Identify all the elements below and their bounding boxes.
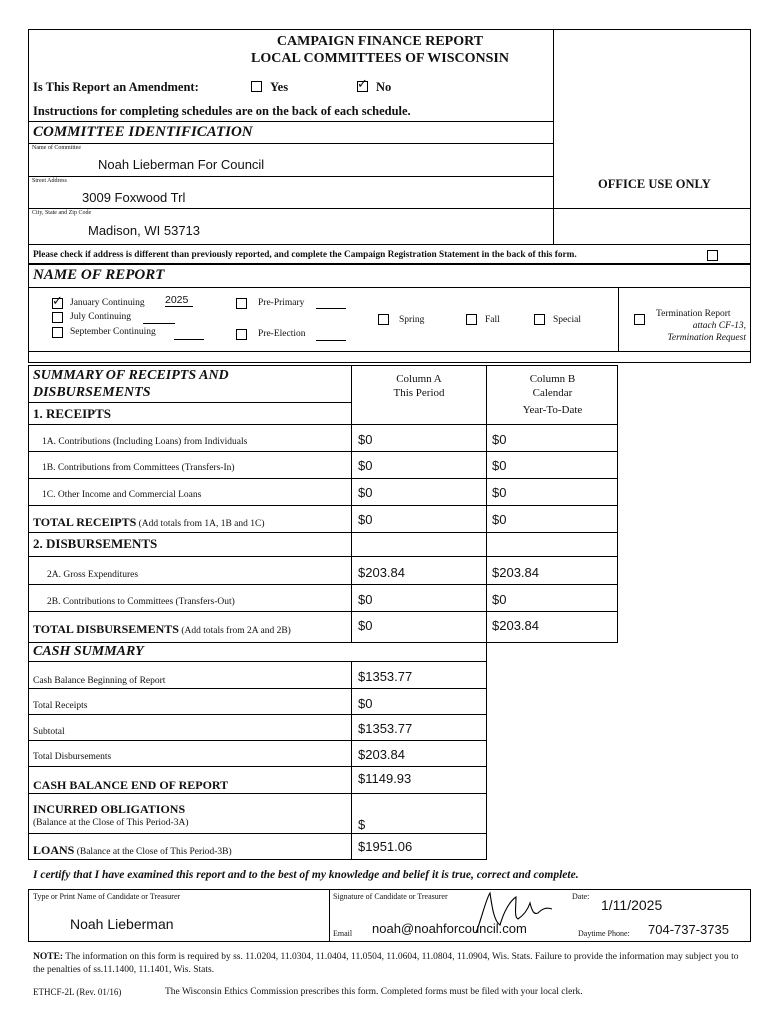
currency-sign: $ xyxy=(358,618,366,633)
row-1b-col-b[interactable] xyxy=(492,458,506,473)
report-name-title: NAME OF REPORT xyxy=(33,267,165,283)
special-label: Special xyxy=(553,315,581,325)
date-field[interactable]: 1/11/2025 xyxy=(601,897,663,913)
row-1b-label: 1B. Contributions from Committees (Transfers-In) xyxy=(42,463,235,473)
currency-sign: $ xyxy=(492,618,500,633)
row-2b-col-a[interactable] xyxy=(358,592,372,607)
address-notice: Please check if address is different than previously reported, and complete the Campaign Registration Statement in the back of this form. xyxy=(33,250,577,260)
rule-cash-begin xyxy=(28,688,487,689)
july-label: July Continuing xyxy=(70,312,131,322)
rule-cash-disb xyxy=(28,766,487,767)
termination-sub2: Termination Request xyxy=(667,333,746,343)
currency-sign: $ xyxy=(358,485,366,500)
street-field[interactable]: 3009 Foxwood Trl xyxy=(82,190,186,205)
rule-cash-end xyxy=(28,793,487,794)
rule-committee-top xyxy=(28,121,553,122)
currency-sign: $ xyxy=(358,565,366,580)
rule-cash-receipts xyxy=(28,714,487,715)
total-receipts-bold: TOTAL RECEIPTS xyxy=(33,515,137,529)
row-1a-col-a-value: 0 xyxy=(365,432,373,447)
cash-subtotal-value: 1353.77 xyxy=(365,721,413,736)
row-1b-col-a-value: 0 xyxy=(365,458,373,473)
rule-summary-title xyxy=(28,402,351,403)
pre-election-label: Pre-Election xyxy=(258,329,306,339)
amendment-no-label: No xyxy=(376,80,392,94)
incurred-label: INCURRED OBLIGATIONS xyxy=(33,802,186,816)
total-receipts-col-a[interactable] xyxy=(358,512,372,527)
currency-sign: $ xyxy=(358,458,366,473)
row-1a-label: 1A. Contributions (Including Loans) from Individuals xyxy=(42,437,248,447)
cash-disb-field[interactable] xyxy=(358,747,405,762)
spring-checkbox[interactable] xyxy=(378,314,389,325)
treasurer-name-field[interactable]: Noah Lieberman xyxy=(70,916,174,932)
total-disb-col-a-value: 0 xyxy=(365,618,373,633)
rule-2a xyxy=(28,584,618,585)
loans-label xyxy=(33,843,232,858)
rule-disb-header xyxy=(28,556,618,557)
rule-address-notice-top xyxy=(28,244,751,245)
cash-begin-label: Cash Balance Beginning of Report xyxy=(33,676,166,686)
footer-note-bold: NOTE: xyxy=(33,952,64,962)
cash-end-value: 1149.93 xyxy=(365,771,412,786)
row-1c-col-b[interactable] xyxy=(492,485,506,500)
email-label: Email xyxy=(333,929,353,938)
september-checkbox[interactable] xyxy=(52,327,63,338)
incurred-note: (Balance at the Close of This Period-3A) xyxy=(33,818,189,828)
january-label: January Continuing xyxy=(70,298,145,308)
cash-disb-value: 203.84 xyxy=(365,747,405,762)
currency-sign: $ xyxy=(358,696,366,711)
cash-receipts-label: Total Receipts xyxy=(33,701,88,711)
january-year-field[interactable]: 2025 xyxy=(165,294,193,307)
total-disb-col-b[interactable] xyxy=(492,618,539,633)
currency-sign: $ xyxy=(492,485,500,500)
col-a-header-2: This Period xyxy=(393,387,445,399)
pre-primary-field[interactable] xyxy=(316,298,346,309)
footer-note xyxy=(33,951,748,977)
row-2b-col-b[interactable] xyxy=(492,592,506,607)
instructions-text: Instructions for completing schedules are on the back of each schedule. xyxy=(33,104,411,118)
cash-divider xyxy=(351,661,352,860)
loans-bold: LOANS xyxy=(33,843,75,857)
signature-divider xyxy=(329,889,330,942)
termination-label: Termination Report xyxy=(656,309,731,319)
disbursements-title: 2. DISBURSEMENTS xyxy=(33,536,158,551)
city-field[interactable]: Madison, WI 53713 xyxy=(88,223,201,238)
amendment-question: Is This Report an Amendment: xyxy=(33,80,199,94)
row-2a-col-a-value: 203.84 xyxy=(365,565,405,580)
row-2a-col-b-value: 203.84 xyxy=(499,565,539,580)
total-disb-note: (Add totals from 2A and 2B) xyxy=(181,626,291,636)
currency-sign: $ xyxy=(358,817,366,832)
prescribed-notice: The Wisconsin Ethics Commission prescribes this form. Completed forms must be filed with your local clerk. xyxy=(165,987,583,997)
total-receipts-label xyxy=(33,515,265,530)
city-label: City, State and Zip Code xyxy=(32,210,92,216)
email-field[interactable]: noah@noahforcouncil.com xyxy=(372,921,527,936)
incurred-field[interactable] xyxy=(358,817,365,832)
currency-sign: $ xyxy=(492,565,500,580)
loans-note: (Balance at the Close of This Period-3B) xyxy=(76,847,232,857)
currency-sign: $ xyxy=(358,839,366,854)
currency-sign: $ xyxy=(492,512,500,527)
total-receipts-col-b-value: 0 xyxy=(499,512,507,527)
row-1a-col-a[interactable] xyxy=(358,432,372,447)
date-label: Date: xyxy=(572,892,590,901)
col-b-header-3: Year-To-Date xyxy=(522,404,583,416)
pre-primary-checkbox[interactable] xyxy=(236,298,247,309)
cash-receipts-value: 0 xyxy=(365,696,373,711)
termination-divider xyxy=(618,287,619,351)
total-disb-col-a[interactable] xyxy=(358,618,372,633)
cash-begin-field[interactable] xyxy=(358,669,412,684)
row-2a-label: 2A. Gross Expenditures xyxy=(47,570,139,580)
september-label: September Continuing xyxy=(70,327,156,337)
rule-1b xyxy=(28,478,618,479)
currency-sign: $ xyxy=(492,592,500,607)
row-2b-label: 2B. Contributions to Committees (Transfers-Out) xyxy=(47,597,235,607)
rule-cash-subtotal xyxy=(28,740,487,741)
row-1c-col-b-value: 0 xyxy=(499,485,507,500)
rule-total-receipts xyxy=(28,532,618,533)
amendment-no-checkbox[interactable] xyxy=(357,81,368,92)
termination-sub1: attach CF-13, xyxy=(692,321,746,331)
summary-title-2: DISBURSEMENTS xyxy=(33,385,151,400)
currency-sign: $ xyxy=(358,721,366,736)
fall-checkbox[interactable] xyxy=(466,314,477,325)
loans-field[interactable] xyxy=(358,839,412,854)
cash-subtotal-label: Subtotal xyxy=(33,727,65,737)
pre-election-field[interactable] xyxy=(316,330,346,341)
cash-begin-value: 1353.77 xyxy=(365,669,413,684)
total-disb-bold: TOTAL DISBURSEMENTS xyxy=(33,622,179,636)
cash-end-label: CASH BALANCE END OF REPORT xyxy=(33,778,229,792)
row-2a-col-a[interactable] xyxy=(358,565,405,580)
total-disb-col-b-value: 203.84 xyxy=(499,618,539,633)
cash-disb-label: Total Disbursements xyxy=(33,752,112,762)
currency-sign: $ xyxy=(358,669,366,684)
pre-election-checkbox[interactable] xyxy=(236,329,247,340)
form-title-line2: LOCAL COMMITTEES OF WISCONSIN xyxy=(251,51,509,66)
pre-primary-label: Pre-Primary xyxy=(258,298,305,308)
signature-label: Signature of Candidate or Treasurer xyxy=(333,892,448,901)
rule-report-title-bottom xyxy=(28,287,751,288)
rule-2b xyxy=(28,611,618,612)
row-1c-col-a-value: 0 xyxy=(365,485,373,500)
rule-report-bottom xyxy=(28,351,751,352)
address-changed-checkbox[interactable] xyxy=(707,250,718,261)
col-b-header-1: Column B xyxy=(529,373,576,385)
col-a-header-1: Column A xyxy=(396,373,442,385)
phone-field[interactable]: 704-737-3735 xyxy=(648,922,729,937)
rule-name-bottom xyxy=(28,176,553,177)
row-2b-col-a-value: 0 xyxy=(365,592,373,607)
row-2b-col-b-value: 0 xyxy=(499,592,507,607)
rule-committee-bottom xyxy=(28,143,553,144)
special-checkbox[interactable] xyxy=(534,314,545,325)
july-checkbox[interactable] xyxy=(52,312,63,323)
committee-section-title: COMMITTEE IDENTIFICATION xyxy=(33,124,253,140)
row-1c-col-a[interactable] xyxy=(358,485,372,500)
total-receipts-col-b[interactable] xyxy=(492,512,506,527)
termination-checkbox[interactable] xyxy=(634,314,645,325)
loans-value: 1951.06 xyxy=(365,839,413,854)
committee-name-field[interactable]: Noah Lieberman For Council xyxy=(98,157,265,172)
rule-incurred xyxy=(28,833,487,834)
cash-receipts-field[interactable] xyxy=(358,696,372,711)
row-1c-label: 1C. Other Income and Commercial Loans xyxy=(42,490,202,500)
spring-label: Spring xyxy=(399,315,425,325)
street-label: Street Address xyxy=(32,178,67,184)
rule-receipts-header xyxy=(28,424,618,425)
office-use-label: OFFICE USE ONLY xyxy=(598,177,711,191)
row-1a-col-b-value: 0 xyxy=(499,432,507,447)
form-id: ETHCF-2L (Rev. 01/16) xyxy=(33,987,122,997)
september-year-field[interactable] xyxy=(174,329,204,340)
row-1b-col-b-value: 0 xyxy=(499,458,507,473)
total-receipts-col-a-value: 0 xyxy=(365,512,373,527)
january-checkbox[interactable] xyxy=(52,298,63,309)
july-year-field[interactable] xyxy=(143,313,175,324)
certification-statement: I certify that I have examined this report and to the best of my knowledge and belief it is true, correct and complete. xyxy=(33,869,579,881)
rule-cash-title xyxy=(28,661,487,662)
row-2a-col-b[interactable] xyxy=(492,565,539,580)
currency-sign: $ xyxy=(358,432,366,447)
currency-sign: $ xyxy=(358,747,366,762)
phone-label: Daytime Phone: xyxy=(578,929,630,938)
rule-1a xyxy=(28,451,618,452)
treasurer-name-label: Type or Print Name of Candidate or Treasurer xyxy=(33,892,181,901)
cash-subtotal-field[interactable] xyxy=(358,721,412,736)
total-disb-label xyxy=(33,622,291,637)
row-1a-col-b[interactable] xyxy=(492,432,506,447)
amendment-yes-label: Yes xyxy=(270,80,289,94)
col-b-header-2: Calendar xyxy=(532,387,573,399)
row-1b-col-a[interactable] xyxy=(358,458,372,473)
summary-title-1: SUMMARY OF RECEIPTS AND xyxy=(33,368,229,383)
currency-sign: $ xyxy=(492,458,500,473)
fall-label: Fall xyxy=(485,315,500,325)
amendment-yes-checkbox[interactable] xyxy=(251,81,262,92)
footer-note-text: The information on this form is required by ss. 11.0204, 11.0304, 11.0404, 11.0504, 11.0604, 11.0804, 11.0904, Wis. Stats. Failure to provide the information may subject you to the penalties of ss.11.1400, 11.1401, Wis. Stats. xyxy=(33,952,739,975)
currency-sign: $ xyxy=(358,512,366,527)
cash-end-field[interactable] xyxy=(358,771,411,786)
cash-summary-title: CASH SUMMARY xyxy=(33,644,144,659)
rule-1c xyxy=(28,505,618,506)
col-a-divider xyxy=(351,365,352,643)
form-title-line1: CAMPAIGN FINANCE REPORT xyxy=(276,34,484,49)
rule-street-bottom xyxy=(28,208,751,209)
currency-sign: $ xyxy=(358,771,366,786)
receipts-title: 1. RECEIPTS xyxy=(33,406,112,421)
currency-sign: $ xyxy=(358,592,366,607)
total-receipts-note: (Add totals from 1A, 1B and 1C) xyxy=(138,519,265,529)
currency-sign: $ xyxy=(492,432,500,447)
committee-name-label: Name of Committee xyxy=(32,145,81,151)
